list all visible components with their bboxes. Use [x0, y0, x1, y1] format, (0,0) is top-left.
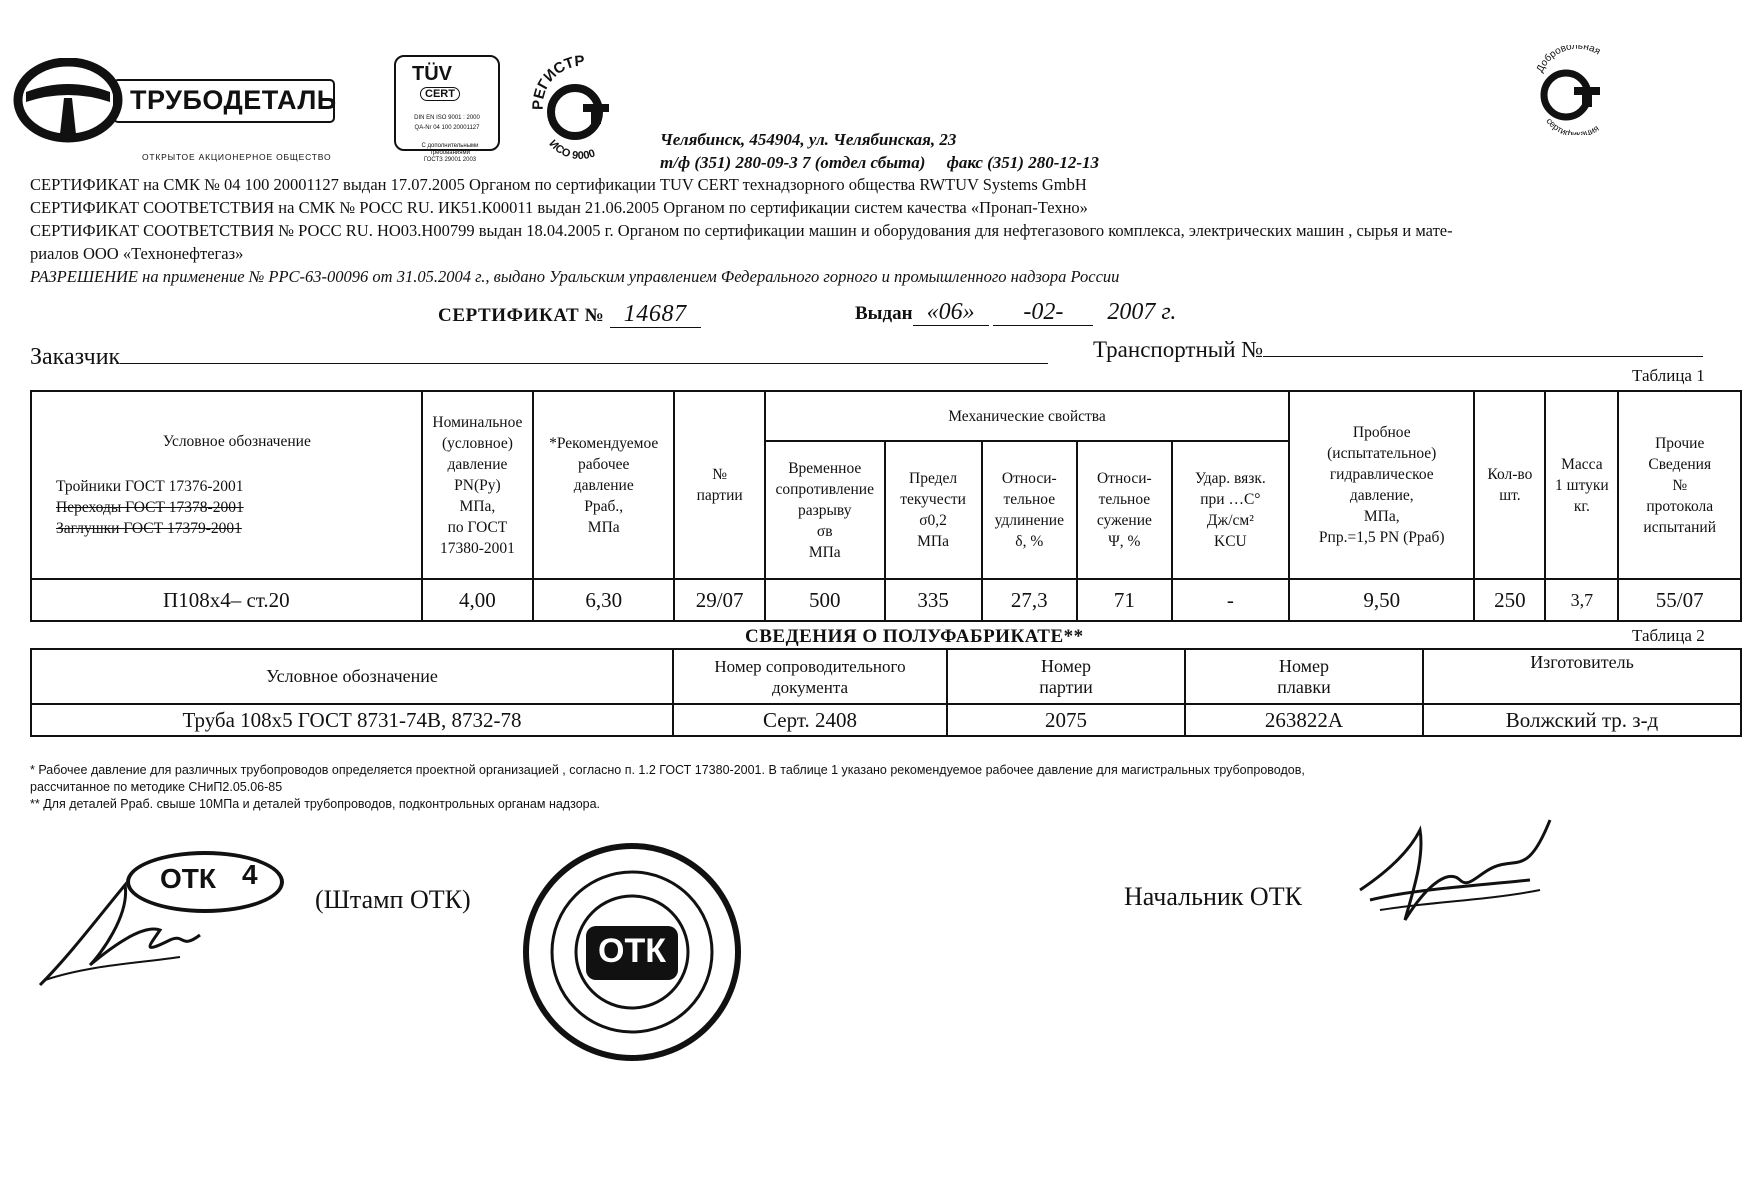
- h2-doc: Номер сопроводительного документа: [673, 649, 947, 704]
- issued-day: «06»: [913, 299, 989, 326]
- h-designation: Условное обозначение Тройники ГОСТ 17376-2001 Переходы ГОСТ 17378-2001 Заглушки ГОСТ 17379-2001: [31, 391, 422, 579]
- stamp-label: (Штамп ОТК): [315, 885, 471, 914]
- h-working-pressure: *Рекомендуемое рабочее давление Рраб., МПа: [533, 391, 674, 579]
- company-seal: [520, 840, 744, 1064]
- svg-text:ИСО 9000: ИСО 9000: [546, 137, 597, 162]
- h2-maker: Изготовитель: [1423, 649, 1741, 704]
- svg-text:Добровольная: Добровольная: [1534, 45, 1603, 75]
- h-mechanical: Механические свойства: [765, 391, 1289, 441]
- customer-label: Заказчик: [30, 344, 121, 370]
- h2-designation: Условное обозначение: [31, 649, 673, 704]
- h2-batch: Номер партии: [947, 649, 1185, 704]
- h-mass: Масса 1 штуки кг.: [1545, 391, 1618, 579]
- transport-field: [1093, 336, 1703, 363]
- seal-center: ОТК: [598, 932, 666, 970]
- h-yield: Предел текучести σ0,2 МПа: [885, 441, 982, 579]
- company-logo: [12, 58, 342, 168]
- h-batch: № партии: [674, 391, 765, 579]
- cert-line: СЕРТИФИКАТ на СМК № 04 100 20001127 выдан 17.07.2005 Органом по сертификации TUV CERT технадзорного общества RWTUV Systems GmbH: [30, 175, 1087, 194]
- semi-product-table: [30, 648, 1742, 737]
- phone: т/ф (351) 280-09-3 7 (отдел сбыта): [660, 153, 926, 172]
- tuv-caption: С дополнительными требованиями ГОСТЗ 29001 2003: [421, 143, 479, 163]
- cert-line: СЕРТИФИКАТ СООТВЕТСТВИЯ № РОСС RU. НО03.Н00799 выдан 18.04.2005 г. Органом по сертификации машин и оборудования для нефтегазового комплекса, электрических машин , сырья и мате-: [30, 221, 1453, 240]
- cert-line: СЕРТИФИКАТ СООТВЕТСТВИЯ на СМК № РОСС RU. ИК51.К00011 выдан 21.06.2005 Органом по сертификации систем качества «Пронап-Техно»: [30, 198, 1088, 217]
- h-narrowing: Относи- тельное сужение Ψ, %: [1077, 441, 1172, 579]
- certificate-number: СЕРТИФИКАТ № 14687: [438, 301, 701, 328]
- h-elongation: Относи- тельное удлинение δ, %: [982, 441, 1077, 579]
- chief-label: Начальник ОТК: [1124, 882, 1302, 911]
- voluntary-cert-emblem: [1520, 45, 1630, 135]
- h-nominal-pressure: Номинальное (условное) давление PN(Py) МПа, по ГОСТ 17380-2001: [422, 391, 534, 579]
- mechanical-properties-table: [30, 390, 1742, 622]
- company-phones: [660, 153, 1099, 173]
- signature-right: [1350, 810, 1570, 940]
- h-tensile: Временное сопротивление разрыву σв МПа: [765, 441, 885, 579]
- company-name: ТРУБОДЕТАЛЬ: [130, 85, 337, 115]
- fax: факс (351) 280-12-13: [946, 153, 1100, 172]
- footnote: * Рабочее давление для различных трубопроводов определяется проектной организацией , согласно п. 1.2 ГОСТ 17380-2001. В таблице 1 указано рекомендуемое рабочее давление для магистральных трубопроводов,: [30, 763, 1305, 777]
- chief-signature: [1350, 810, 1570, 940]
- h-test-pressure: Пробное (испытательное) гидравлическое давление, МПа, Рпр.=1,5 PN (Рраб): [1289, 391, 1474, 579]
- company-address: Челябинск, 454904, ул. Челябинская, 23: [660, 130, 957, 149]
- voluntary-cert-logo: [1520, 45, 1630, 135]
- h2-heat: Номер плавки: [1185, 649, 1423, 704]
- svg-text:сертификация: сертификация: [1544, 115, 1601, 135]
- transport-label: Транспортный №: [1093, 337, 1264, 362]
- table-row: Труба 108х5 ГОСТ 8731-74В, 8732-78 Серт. 2408 2075 263822А Волжский тр. з-д: [31, 704, 1741, 736]
- permit-line: РАЗРЕШЕНИЕ на применение № РРС-63-00096 от 31.05.2004 г., выдано Уральским управлением Федерального горного и промышленного надзора России: [30, 267, 1120, 286]
- certificate-issued: Выдан «06» -02- 2007 г.: [855, 299, 1190, 326]
- certificate-number-value: 14687: [610, 301, 701, 328]
- table1-label: Таблица 1: [1632, 366, 1705, 385]
- otk-stamp-signature: [30, 845, 290, 995]
- register-logo: [525, 52, 635, 162]
- footnote: рассчитанное по методике СНиП2.05.06-85: [30, 780, 283, 794]
- tuv-cert-logo: TÜV CERT DIN EN ISO 9001 : 2000 QA-Nr 04 100 20001127: [394, 55, 500, 151]
- otk-small-stamp: ОТК 4: [126, 851, 284, 913]
- svg-text:РЕГИСТР: РЕГИСТР: [529, 52, 586, 111]
- h-qty: Кол-во шт.: [1474, 391, 1545, 579]
- footnote: ** Для деталей Рраб. свыше 10МПа и деталей трубопроводов, подконтрольных органам надзора.: [30, 797, 601, 811]
- table-row: П108х4– ст.20 4,00 6,30 29/07 500 335 27,3 71 - 9,50 250 3,7 55/07: [31, 579, 1741, 621]
- footnotes: [30, 762, 1730, 813]
- company-subtitle: ОТКРЫТОЕ АКЦИОНЕРНОЕ ОБЩЕСТВО: [142, 152, 332, 162]
- h-other: Прочие Сведения № протокола испытаний: [1618, 391, 1741, 579]
- h-impact: Удар. вязк. при …С° Дж/см² KCU: [1172, 441, 1289, 579]
- customer-field: [30, 343, 1048, 371]
- issued-month: -02-: [993, 299, 1093, 326]
- issued-year: 2007 г.: [1107, 299, 1177, 325]
- register-emblem: [525, 52, 635, 162]
- table2-label: Таблица 2: [1632, 626, 1705, 645]
- cert-line: риалов ООО «Технонефтегаз»: [30, 244, 244, 263]
- certifications-list: [30, 173, 1730, 288]
- semi-product-title: СВЕДЕНИЯ О ПОЛУФАБРИКАТЕ**: [745, 626, 1084, 647]
